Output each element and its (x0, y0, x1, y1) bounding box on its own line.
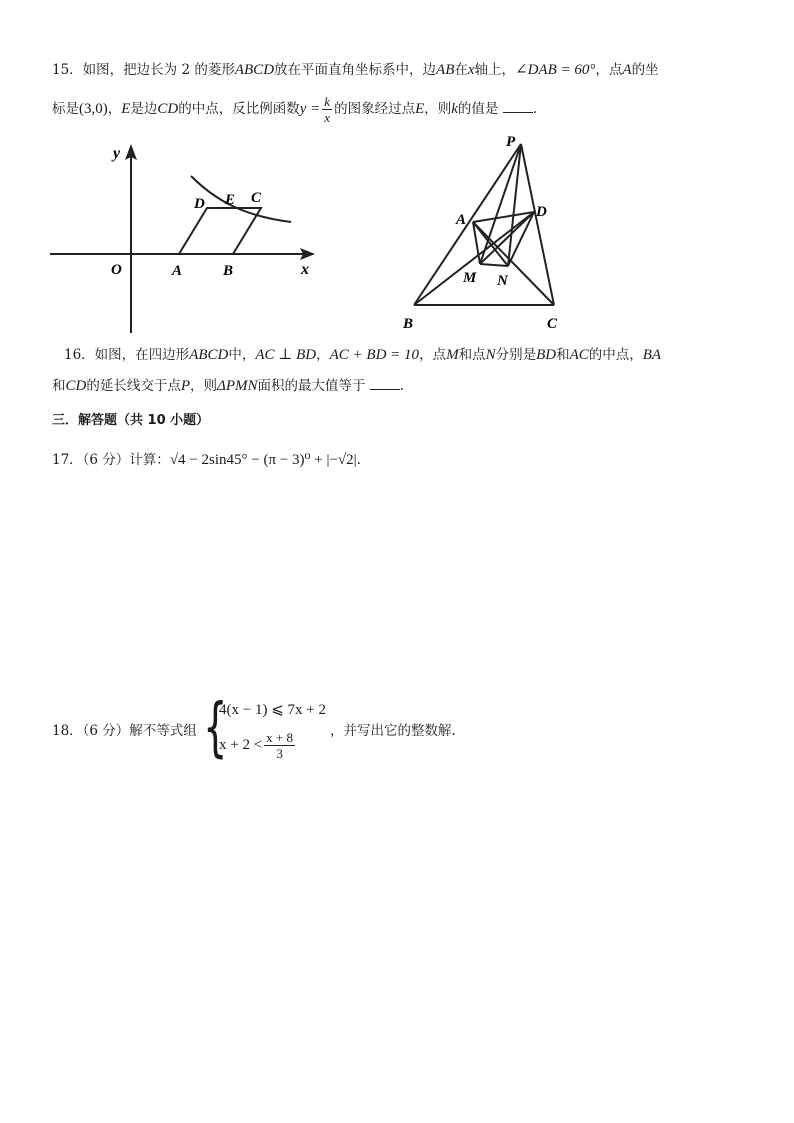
q16-line-1: 16．如图，在四边形ABCD中，AC ⊥ BD，AC + BD = 10，点M和点N分别是BD和AC的中点，BA (64, 347, 662, 363)
q15-line-2: 标是(3,0)，E是边CD的中点，反比例函数y = $\frac{k}{x}$ 的图象经过点E，则k的值是 . (52, 94, 538, 125)
system-brace: { (203, 691, 228, 765)
q16-line-2: 和CD的延长线交于点P，则ΔPMN面积的最大值等于 . (52, 378, 405, 394)
label-C: C (547, 316, 558, 332)
label-B: B (403, 316, 414, 332)
label-P: P (506, 134, 516, 150)
label-A: A (172, 263, 183, 279)
q18-tail: ，并写出它的整数解. (330, 723, 456, 739)
figure-coordinate-rhombus (45, 138, 335, 338)
segment-MN (480, 264, 508, 266)
segment-PC (521, 144, 554, 305)
q18-label: 18．（6 分）解不等式组 (52, 723, 197, 739)
label-N: N (497, 273, 508, 289)
label-B: B (223, 263, 234, 279)
label-A: A (456, 212, 467, 228)
label-E: E (225, 192, 236, 208)
q17-expression: √4 − 2sin45° − (π − 3)⁰ + |−√2| (169, 452, 357, 468)
label-C: C (251, 190, 262, 206)
answer-blank-16 (370, 377, 400, 390)
answer-blank-15 (503, 100, 533, 113)
k-over-x-fraction: $\frac{k}{x}$ (324, 94, 331, 125)
q18-inequality-1: 4(x − 1) ⩽ 7x + 2 (219, 702, 326, 718)
label-y: y (113, 145, 121, 162)
label-M: M (463, 270, 477, 286)
label-O: O (111, 262, 122, 278)
figure-quadrilateral-pmn (393, 132, 583, 332)
q17-line: 17．（6 分）计算：√4 − 2sin45° − (π − 3)⁰ + |−√2|. (52, 452, 361, 468)
label-D: D (536, 204, 547, 220)
q18-inequality-2: x + 2 < $\frac{x + 8}{3}$ (219, 730, 294, 762)
hyperbola-curve (191, 176, 291, 222)
q18-fraction: $\frac{x + 8}{3}$ (266, 730, 294, 762)
section-3-title: 三．解答题（共 10 小题） (52, 413, 210, 428)
rhombus-abcd (179, 208, 261, 254)
label-D: D (194, 196, 205, 212)
q15-line-1: 15．如图，把边长为 2 的菱形ABCD放在平面直角坐标系中，边AB在x轴上，∠DAB = 60°，点A的坐 (52, 62, 659, 78)
label-x: x (301, 261, 309, 278)
